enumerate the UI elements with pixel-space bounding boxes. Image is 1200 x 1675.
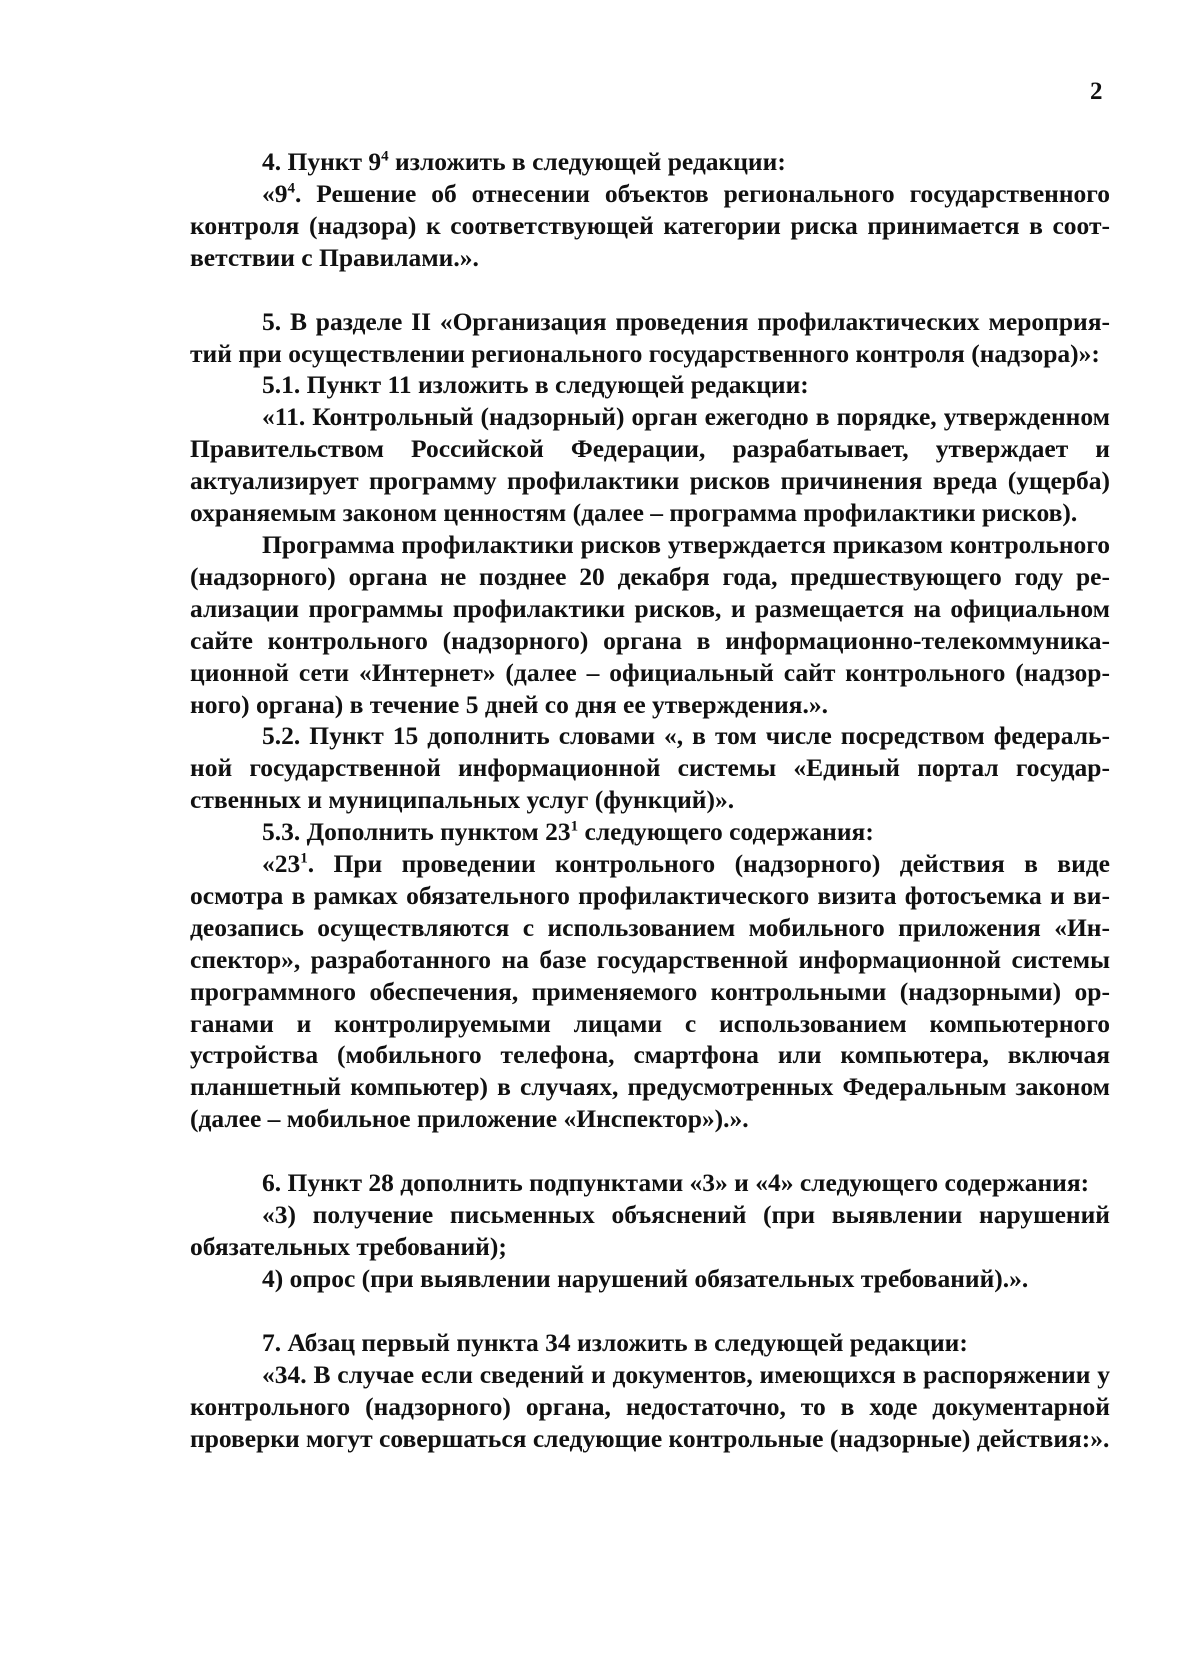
paragraph <box>190 816 1110 848</box>
paragraph-text: 5. В разделе II «Организация проведения профилактических мероприятий при осуществлении регионального государственного контроля (надзора)»: <box>190 306 1110 368</box>
paragraph-text: 4. Пункт 9 <box>262 147 382 176</box>
paragraph <box>190 1199 1110 1263</box>
paragraph <box>190 369 1110 401</box>
paragraph <box>190 720 1110 816</box>
superscript: 4 <box>287 180 295 197</box>
superscript: 1 <box>300 850 308 867</box>
paragraph-text: 5.2. Пункт 15 дополнить словами «, в том числе посредством федеральной государственной информационной системы «Единый портал государственных и муниципальных услуг (функций)». <box>190 721 1110 815</box>
paragraph-text: 6. Пункт 28 дополнить подпунктами «3» и «4» следующего содержания: <box>262 1168 1090 1198</box>
paragraph-text: «3) получение письменных объяснений (при выявлении нарушений обязательных требований); <box>190 1200 1110 1261</box>
page-number: 2 <box>1090 78 1103 105</box>
paragraph <box>190 178 1110 274</box>
paragraph <box>190 401 1110 529</box>
paragraph-text: «34. В случае если сведений и документов, имеющихся в распоряжении у контрольного (надзорного) органа, недостаточно, то в ходе документарной проверки могут совершаться следующие контрольные (надзорные) действия:». <box>190 1359 1110 1453</box>
paragraph-text: 4) опрос (при выявлении нарушений обязательных требований).». <box>262 1263 1029 1293</box>
paragraph-text: 7. Абзац первый пункта 34 изложить в следующей редакции: <box>262 1327 968 1357</box>
paragraph-text: «23 <box>262 849 301 879</box>
paragraph-spacer <box>190 1295 1110 1327</box>
document-body <box>190 146 1110 1454</box>
paragraph-spacer <box>190 1135 1110 1167</box>
paragraph <box>190 1167 1110 1199</box>
paragraph-text: . При проведении контрольного (надзорного) действия в виде осмотра в рамках обязательного профилактического визита фотосъемка и видеозапись осуществляются с использованием мобильного приложения «Инспектор», разработанного на базе государственной информационной системы программного обеспечения, применяемого контрольными (надзорными) органами и контролируемыми лицами с использованием компьютерного устройства (мобильного телефона, смартфона или компьютера, включая планшетный компьютер) в случаях, предусмотренных Федеральным законом (далее – мобильное приложение «Инспектор»).». <box>190 849 1110 1134</box>
paragraph-text: следующего содержания: <box>578 817 874 847</box>
paragraph <box>190 848 1110 1135</box>
paragraph <box>190 1359 1110 1455</box>
paragraph-text: 5.3. Дополнить пунктом 23 <box>262 817 571 847</box>
paragraph-text: «11. Контрольный (надзорный) орган ежегодно в порядке, утвержденном Правительством Российской Федерации, разрабатывает, утверждает и актуализирует программу профилактики рисков причинения вреда (ущерба) охраняемым законом ценностям (далее – программа профилактики рисков). <box>190 402 1110 528</box>
paragraph <box>190 529 1110 720</box>
paragraph-spacer <box>190 274 1110 306</box>
paragraph <box>190 1327 1110 1359</box>
paragraph <box>190 1263 1110 1295</box>
paragraph-text: Программа профилактики рисков утверждается приказом контрольного (надзорного) органа не позднее 20 декабря года, предшествующего году реализации программы профилактики рисков, и размещается на официальном сайте контрольного (надзорного) органа в информационно-телекоммуникационной сети «Интернет» (далее – официальный сайт контрольного (надзорного) органа) в течение 5 дней со дня ее утверждения.». <box>190 529 1110 719</box>
superscript: 4 <box>381 148 389 165</box>
paragraph <box>190 146 1110 178</box>
paragraph <box>190 306 1110 370</box>
paragraph-text: . Решение об отнесении объектов регионального государственного контроля (надзора) к соответствующей категории риска принимается в соответствии с Правилами.». <box>190 178 1110 272</box>
paragraph-text: 5.1. Пункт 11 изложить в следующей редакции: <box>262 370 809 400</box>
paragraph-text: изложить в следующей редакции: <box>388 147 786 176</box>
paragraph-text: «9 <box>262 178 288 208</box>
superscript: 1 <box>570 818 579 835</box>
